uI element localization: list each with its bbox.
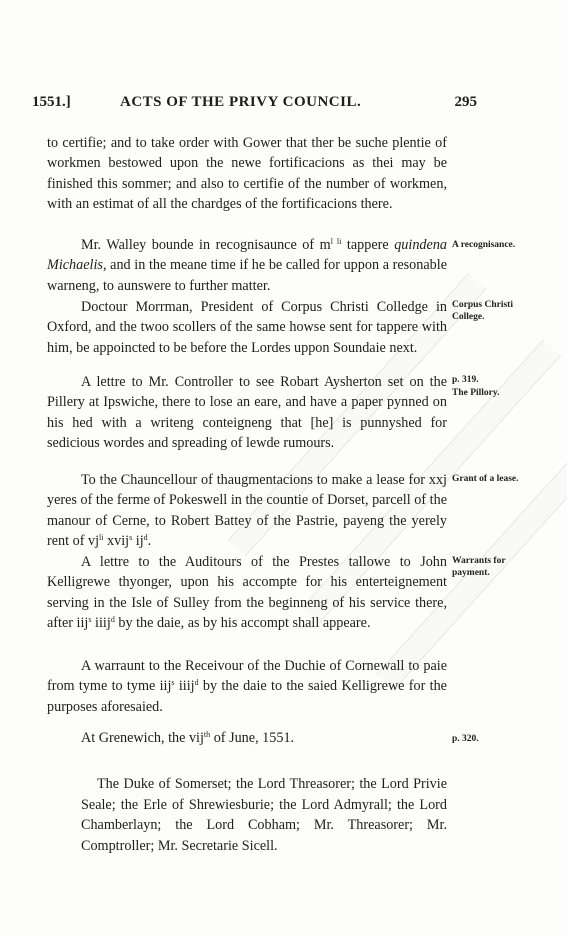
running-header	[32, 94, 477, 118]
margin-note-pillory: The Pillory.	[452, 388, 500, 398]
meeting-heading: At Grenewich, the vij$^{th}$ of June, 1551.	[81, 730, 295, 746]
margin-note-corpus: Corpus Christi College.	[452, 300, 513, 322]
paragraph-warraunt: A warraunt to the Receivour of the Duchie of Cornewall to paie from tyme to tyme iij$^s$ iiij$^d$ by the daie to the saied Kelligrewe for the purposes aforesaied.	[47, 658, 447, 715]
margin-note-warrants: Warrants for payment.	[452, 556, 506, 578]
margin-note-ref-319: p. 319.	[452, 375, 479, 385]
paragraph-auditours: A lettre to the Auditours of the Prestes tallowe to John Kelligrewe thyonger, upon his accompte for his enterteignement serving in the Isle of Sulley from the beginneng of his service there, after iij$^s$ iiij$^d$ by the daie, as by his accompt shall appeare.	[47, 554, 447, 632]
margin-note-grant: Grant of a lease.	[452, 474, 519, 484]
paragraph-fortifications: to certifie; and to take order with Gower that ther be suche plentie of workmen bestowed upon the newe fortificacions as thei may be finished this sommer; and also to certifie of the number of workmen, with an estimat of all the chardges of the fortificacions there.	[47, 135, 447, 213]
margin-note-ref-320: p. 320.	[452, 734, 479, 744]
paragraph-pillory: A lettre to Mr. Controller to see Robart Aysherton set on the Pillery at Ipswiche, there to lose an eare, and have a paper pynned on his hed with a writeng conteigneng that [he] is punnyshed for sedicious wordes and spreading of lewde rumours.	[47, 374, 447, 452]
paragraph-lease: To the Chauncellour of thaugmentacions to make a lease for xxj yeres of the ferme of Pokeswell in the countie of Dorset, parcell of the manour of Cerne, to Robert Battey of the Pastrie, payeng the yerely rent of $vj^{li}$ xvij$^s$ $ij^d$.	[47, 472, 447, 550]
paragraph-recognisance: Mr. Walley bounde in recognisaunce of $m^{l li}$ tappere quindena Michaelis, and in the meane time if he be called for uppon a resonable warneng, to aunswere to further matter.	[47, 237, 448, 294]
header-year: 1551.]	[32, 94, 71, 110]
header-title: ACTS OF THE PRIVY COUNCIL.	[120, 94, 362, 110]
page-number: 295	[454, 94, 477, 110]
paragraph-corpus-christi: Doctour Morrman, President of Corpus Christi Colledge in Oxford, and the twoo scollers of the same howse sent for tappere with him, be appoincted to be before the Lordes uppon Soundaie next.	[47, 299, 447, 356]
attendance-list: The Duke of Somerset; the Lord Threasorer; the Lord Privie Seale; the Erle of Shrewiesburie; the Lord Admyrall; the Lord Chamberlayn; the Lord Cobham; Mr. Threasorer; Mr. Comptroller; Mr. Secretarie Sicell.	[81, 776, 447, 854]
margin-note-recognisance: A recognisance.	[452, 240, 516, 250]
